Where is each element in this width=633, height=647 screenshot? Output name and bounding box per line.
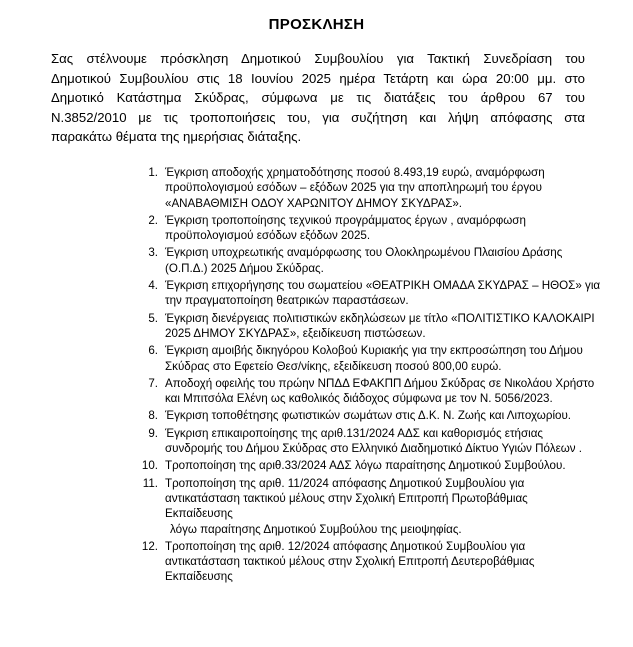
agenda-item (130, 476, 610, 537)
agenda-item-number: 8. (148, 409, 158, 423)
agenda-item (130, 376, 610, 407)
agenda-item (130, 213, 610, 244)
intro-line: Σας στέλνουμε πρόσκληση Δημοτικού Συμβουλίου για Τακτική Συνεδρίαση του (51, 51, 585, 66)
agenda-item-text-line: και Μπιτσόλα Ελένη ως καθολικός διάδοχος σύμφωνα με τον Ν. 5056/2023. (165, 392, 553, 406)
agenda-item-number: 9. (148, 426, 158, 440)
agenda-item-text-line: Έγκριση τροποποίησης τεχνικού προγράμματος έργων , αναμόρφωση (165, 213, 526, 227)
agenda-item-text-line: Τροποποίηση της αριθ.33/2024 ΑΔΣ λόγω παραίτησης Δημοτικού Συμβούλου. (165, 459, 566, 473)
intro-paragraph (51, 49, 585, 147)
agenda-item-text-line: αντικατάσταση τακτικού μέλους στην Σχολική Επιτροπή Δευτεροβάθμιας (165, 555, 535, 569)
agenda-item-text-line: Έγκριση αμοιβής δικηγόρου Κολοβού Κυριακής για την εκπροσώπηση του Δήμου (165, 344, 583, 358)
agenda-item-text-line: Τροποποίηση της αριθ. 11/2024 απόφασης Δημοτικού Συμβουλίου για (165, 476, 525, 490)
agenda-item-text-line: Έγκριση διενέργειας πολιτιστικών εκδηλώσεων με τίτλο «ΠΟΛΙΤΙΣΤΙΚΟ ΚΑΛΟΚΑΙΡΙ (165, 311, 595, 325)
document-title: ΠΡΟΣΚΛΗΣΗ (268, 16, 365, 33)
agenda-item (130, 408, 610, 423)
agenda-item-text-line: Έγκριση επιχορήγησης του σωματείου «ΘΕΑΤΡΙΚΗ ΟΜΑΔΑ ΣΚΥΔΡΑΣ – ΗΘΟΣ» για (165, 279, 601, 293)
agenda-item-text-line: Έγκριση επικαιροποίησης της αριθ.131/2024 ΑΔΣ και καθορισμός ετήσιας (165, 426, 544, 440)
agenda-item-number: 10. (141, 459, 158, 473)
agenda-item (130, 311, 610, 342)
agenda-item-text-line: Τροποποίηση της αριθ. 12/2024 απόφασης Δημοτικού Συμβουλίου για (165, 539, 526, 553)
agenda-item (130, 458, 610, 473)
agenda-item-text-line: Εκπαίδευσης (165, 570, 233, 584)
intro-line: παρακάτω θέματα της ημερήσιας διάταξης. (51, 129, 302, 145)
agenda-item (130, 278, 610, 309)
agenda-item-number: 2. (148, 213, 158, 227)
agenda-item-number: 11. (142, 476, 158, 490)
intro-line: Δημοτικού Συμβουλίου στις 18 Ιουνίου 2025 ημέρα Τετάρτη και ώρα 20:00 μμ. στο (51, 70, 585, 86)
agenda-item-text-line: την πραγματοποίηση θεατρικών παραστάσεων. (165, 294, 409, 308)
agenda-list (130, 165, 610, 587)
agenda-item-text-line: αντικατάσταση τακτικού μέλους στην Σχολική Επιτροπή Πρωτοβάθμιας (165, 491, 528, 505)
intro-line: Ν.3852/2010 με τις τροποποιήσεις του, για συζήτηση και λήψη απόφασης στα (51, 109, 585, 125)
agenda-item-number: 1. (148, 166, 158, 179)
agenda-item-text-line: Έγκριση αποδοχής χρηματοδότησης ποσού 8.493,19 ευρώ, αναμόρφωση (165, 166, 545, 179)
agenda-item-text-line: συνδρομής του Δήμου Σκύδρας στο Ελληνικό Διαδημοτικό Δίκτυο Υγιών Πόλεων . (165, 442, 583, 456)
agenda-item-text-line: 2025 ΔΗΜΟΥ ΣΚΥΔΡΑΣ», εξειδίκευση πιστώσεων. (165, 326, 426, 340)
agenda-item-number: 3. (148, 246, 158, 260)
agenda-item-number: 7. (148, 376, 158, 390)
agenda-item-text-line: λόγω παραίτησης Δημοτικού Συμβούλου της μειοψηφίας. (170, 522, 462, 536)
agenda-item-text-line: Σκύδρας στο Εφετείο Θεσ/νίκης, εξειδίκευση ποσού 800,00 ευρώ. (165, 359, 502, 373)
agenda-item-text-line: Αποδοχή οφειλής του πρώην ΝΠΔΔ ΕΦΑΚΠΠ Δήμου Σκύδρας σε Νικολάου Χρήστο (165, 376, 595, 390)
agenda-item (130, 165, 610, 211)
agenda-item (130, 426, 610, 457)
agenda-item-number: 4. (148, 279, 158, 293)
agenda-item-text-line: (Ο.Π.Δ.) 2025 Δήμου Σκύδρας. (165, 261, 324, 275)
agenda-item (130, 539, 610, 585)
agenda-item-number: 6. (148, 344, 158, 358)
agenda-item-text-line: προϋπολογισμού εσόδων – εξόδων 2025 για την αποπληρωμή του έργου (165, 181, 542, 195)
agenda-item-text-line: Έγκριση υποχρεωτικής αναμόρφωσης του Ολοκληρωμένου Πλαισίου Δράσης (165, 246, 563, 260)
agenda-item-number: 5. (148, 311, 158, 325)
agenda-item (130, 245, 610, 276)
agenda-item-number: 12. (141, 539, 158, 553)
agenda-item (130, 343, 610, 374)
agenda-item-text-line: «ΑΝΑΒΑΘΜΙΣΗ ΟΔΟΥ ΧΑΡΩΝΙΤΟΥ ΔΗΜΟΥ ΣΚΥΔΡΑΣ». (165, 196, 463, 210)
agenda-item-text-line: Εκπαίδευσης (165, 507, 233, 521)
intro-line: Δημοτικό Κατάστημα Σκύδρας, σύμφωνα με τις διατάξεις του άρθρου 67 του (51, 90, 585, 106)
agenda-item-text-line: προϋπολογισμού εσόδων εξόδων 2025. (165, 229, 371, 243)
agenda-item-text-line: Έγκριση τοποθέτησης φωτιστικών σωμάτων στις Δ.Κ. Ν. Ζωής και Λιποχωρίου. (165, 409, 572, 423)
